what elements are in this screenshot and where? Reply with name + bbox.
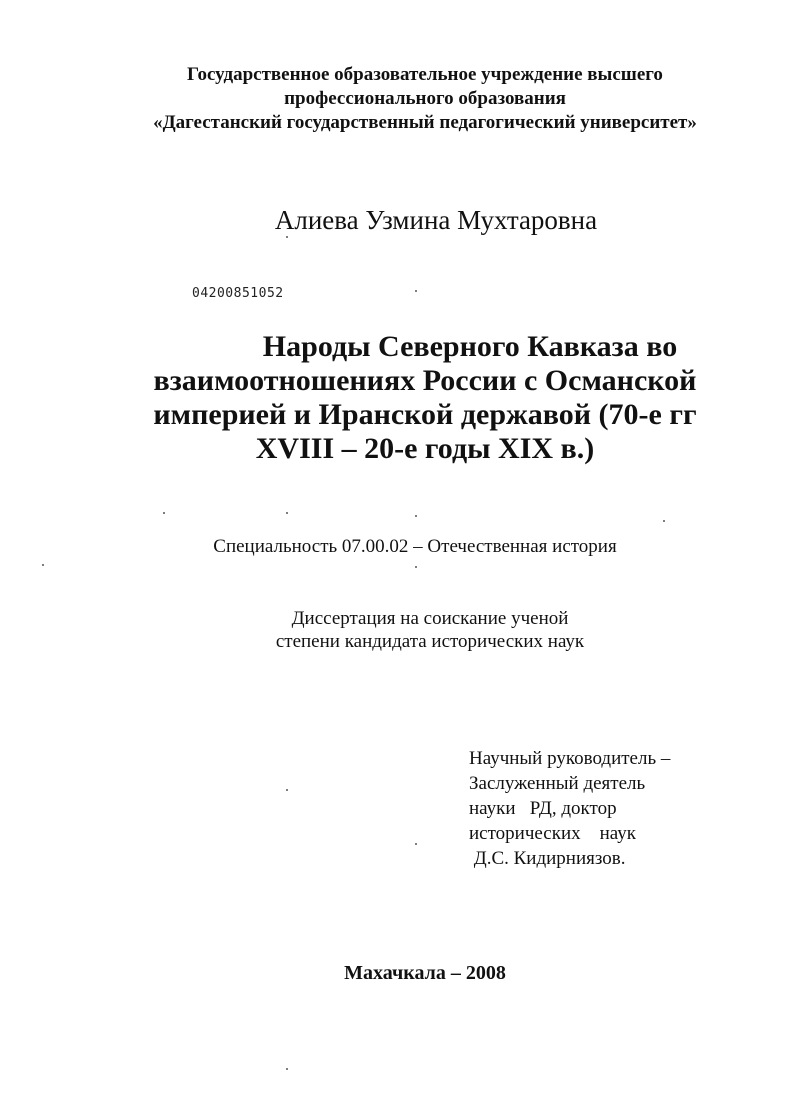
scan-speck [415, 843, 417, 845]
author-name: Алиева Узмина Мухтаровна [274, 205, 598, 235]
city-year: Махачкала – 2008 [344, 962, 506, 984]
scan-speck [42, 564, 44, 566]
scan-speck [286, 512, 288, 514]
dissertation-title [110, 330, 740, 466]
supervisor-line: Заслуженный деятель [469, 773, 646, 794]
title-line: XVIII – 20-е годы XIX в.) [255, 432, 595, 465]
title-line: взаимоотношениях России с Османской [153, 364, 697, 397]
scan-speck [286, 1068, 288, 1070]
degree-line: степени кандидата исторических наук [275, 631, 585, 652]
institution-line: профессионального образования [284, 88, 566, 109]
supervisor-line: Научный руководитель – [469, 748, 671, 769]
institution-header [60, 63, 790, 135]
supervisor-line: науки РД, доктор [469, 798, 617, 819]
scan-speck [415, 290, 417, 292]
supervisor-line: Д.С. Кидирниязов. [469, 848, 626, 869]
scan-speck [163, 512, 165, 514]
scan-speck [286, 236, 288, 238]
supervisor-line: исторических наук [469, 823, 636, 844]
degree-statement [200, 607, 660, 653]
document-code: 04200851052 [192, 286, 284, 301]
title-line: империей и Иранской державой (70-е гг [153, 398, 697, 431]
scan-speck [286, 789, 288, 791]
scan-speck [415, 566, 417, 568]
scan-speck [663, 520, 665, 522]
specialty-line: Специальность 07.00.02 – Отечественная история [213, 536, 617, 557]
degree-line: Диссертация на соискание ученой [291, 608, 569, 629]
supervisor-block [469, 746, 769, 871]
institution-line: Государственное образовательное учреждение высшего [187, 64, 663, 85]
scan-speck [415, 515, 417, 517]
institution-line: «Дагестанский государственный педагогический университет» [153, 112, 697, 133]
title-line: Народы Северного Кавказа во [262, 330, 678, 363]
